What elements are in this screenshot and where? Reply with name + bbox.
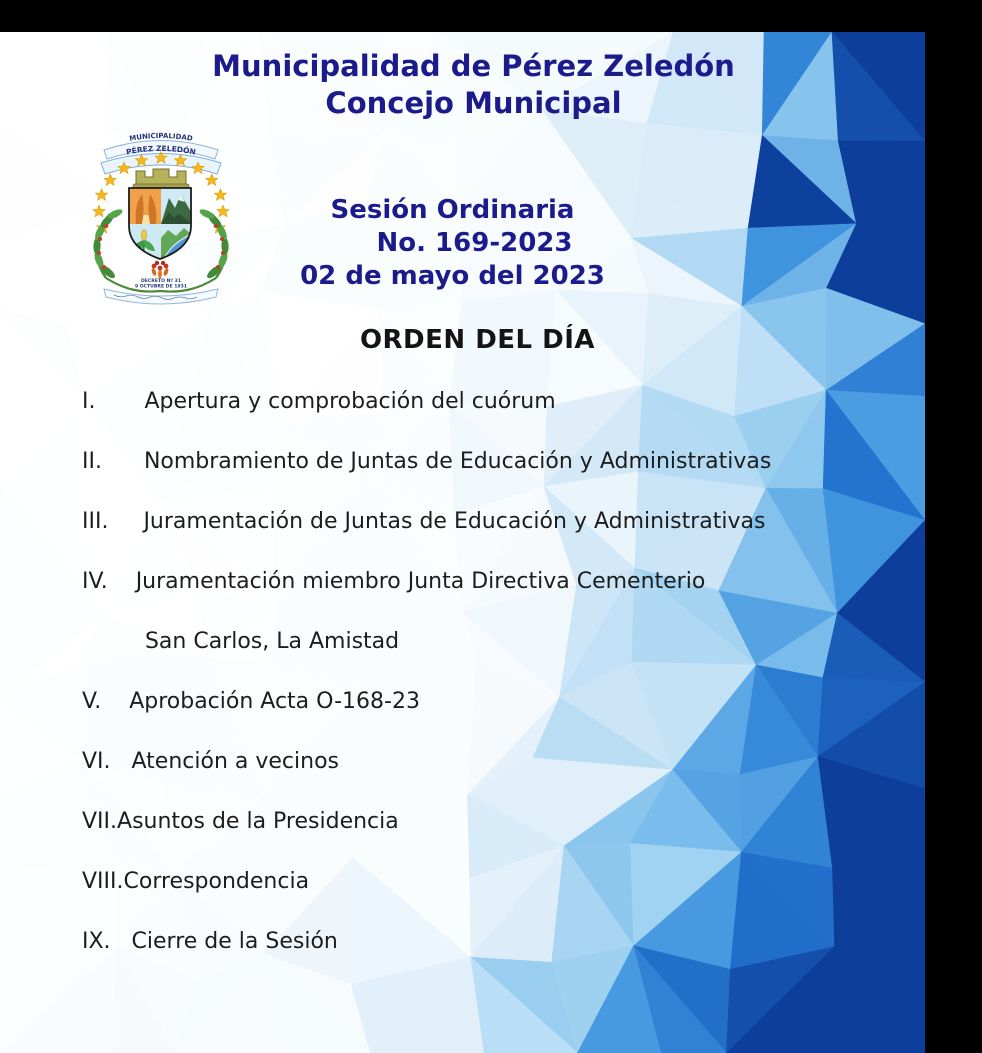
agenda-gap bbox=[82, 629, 145, 654]
session-date: 02 de mayo del 2023 bbox=[300, 261, 605, 291]
banner-text-1: MUNICIPALIDAD bbox=[128, 131, 194, 143]
agenda-item bbox=[82, 750, 905, 774]
agenda-item-text: Cierre de la Sesión bbox=[131, 929, 338, 954]
agenda-gap bbox=[102, 449, 144, 474]
agenda-numeral: IX. bbox=[82, 929, 111, 954]
agenda-item-text: Juramentación miembro Junta Directiva Cementerio bbox=[135, 569, 706, 594]
agenda-item-text: San Carlos, La Amistad bbox=[144, 629, 400, 654]
agenda-numeral: III. bbox=[82, 509, 109, 534]
agenda-item-text: Aprobación Acta O-168-23 bbox=[129, 689, 420, 714]
agenda-heading: ORDEN DEL DÍA bbox=[359, 325, 596, 355]
agenda-item bbox=[82, 450, 905, 474]
banner-text-2: PÉREZ ZELEDÓN bbox=[125, 143, 197, 157]
agenda-gap bbox=[111, 929, 132, 954]
agenda-item bbox=[82, 810, 905, 834]
agenda-item bbox=[82, 390, 905, 414]
council-subtitle: Concejo Municipal bbox=[325, 86, 622, 120]
agenda-item-text: Asuntos de la Presidencia bbox=[117, 809, 399, 834]
agenda-document bbox=[0, 32, 925, 1053]
agenda-item-text: Apertura y comprobación del cuórum bbox=[144, 389, 556, 414]
document-title bbox=[0, 48, 925, 122]
agenda-gap bbox=[111, 749, 132, 774]
agenda-gap bbox=[101, 689, 129, 714]
agenda-numeral: VII. bbox=[82, 809, 118, 834]
agenda-gap bbox=[108, 509, 143, 534]
agenda-numeral: II. bbox=[82, 449, 102, 474]
decree-line-1: DECRETO Nº 31 bbox=[140, 279, 182, 284]
agenda-numeral: VIII. bbox=[82, 869, 124, 894]
agenda-item-text: Correspondencia bbox=[123, 869, 310, 894]
session-info bbox=[0, 194, 905, 293]
municipality-title: Municipalidad de Pérez Zeledón bbox=[212, 49, 735, 83]
agenda-item-text: Atención a vecinos bbox=[131, 749, 339, 774]
agenda-item bbox=[82, 930, 905, 954]
agenda-numeral: VI. bbox=[82, 749, 111, 774]
agenda-item bbox=[82, 510, 905, 534]
session-type: Sesión Ordinaria bbox=[330, 195, 575, 225]
agenda-list bbox=[82, 390, 905, 990]
agenda-item-continuation bbox=[82, 630, 905, 654]
agenda-item bbox=[82, 690, 905, 714]
agenda-numeral: V. bbox=[82, 689, 102, 714]
agenda-item-text: Nombramiento de Juntas de Educación y Administrativas bbox=[143, 449, 772, 474]
agenda-numeral: I. bbox=[82, 389, 96, 414]
decree-line-2: 9 OCTUBRE DE 1931 bbox=[134, 284, 188, 290]
agenda-item-text: Juramentación de Juntas de Educación y Administrativas bbox=[143, 509, 766, 534]
agenda-gap bbox=[95, 389, 144, 414]
agenda-gap bbox=[108, 569, 136, 594]
agenda-numeral: IV. bbox=[82, 569, 108, 594]
document-content bbox=[0, 32, 925, 1053]
agenda-item bbox=[82, 570, 905, 594]
session-number: No. 169-2023 bbox=[376, 228, 573, 258]
agenda-item bbox=[82, 870, 905, 894]
